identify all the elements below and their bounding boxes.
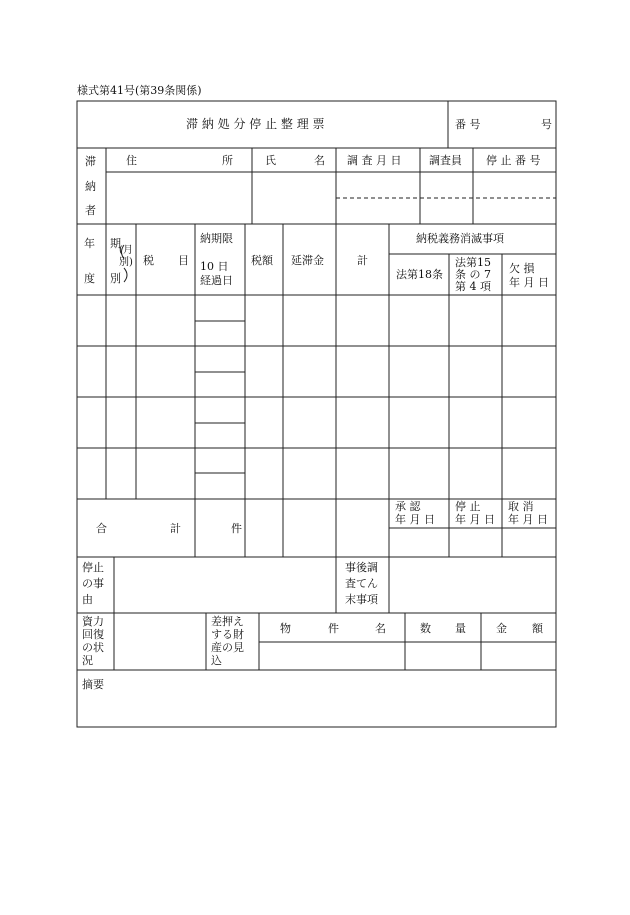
cancel-label-2: 年 月 日 (508, 513, 548, 526)
amount-1: 金 (496, 622, 507, 635)
totals-label-1: 合 (96, 522, 107, 535)
approval-label-2: 年 月 日 (395, 513, 435, 526)
stop-reason-1: 停止 (82, 561, 104, 574)
recovery-4: 況 (82, 654, 93, 667)
recovery-3: の状 (82, 641, 104, 654)
form-title: 滞 納 処 分 停 止 整 理 票 (186, 117, 325, 131)
recovery-2: 回復 (82, 628, 104, 641)
year-label-1: 年 (84, 237, 95, 250)
approval-label-1: 承 認 (395, 500, 421, 513)
surveyor-label: 調査員 (429, 154, 462, 167)
tax-item-label-1: 税 (143, 254, 154, 267)
survey-date-label: 調 査 月 日 (347, 154, 402, 167)
delinquent-char-3: 者 (85, 204, 96, 217)
quantity-2: 量 (455, 622, 466, 635)
total-label: 計 (357, 254, 368, 267)
number-label: 番 号 (455, 118, 481, 131)
tax-amount-label: 税額 (251, 254, 273, 267)
period-label-top: 期 (110, 237, 121, 250)
period-label-bottom: 別 (110, 272, 121, 285)
item-name-3: 名 (375, 622, 386, 635)
deficit-label-1: 欠 損 (509, 262, 535, 275)
deficit-label-2: 年 月 日 (509, 276, 549, 289)
count-label: 件 (231, 522, 242, 535)
recovery-1: 資力 (82, 615, 104, 628)
ten-days-label-1: 10 日 (200, 260, 229, 273)
deadline-label: 納期限 (200, 232, 233, 245)
followup-3: 末事項 (345, 593, 378, 606)
stop-reason-3: 由 (82, 593, 93, 606)
followup-1: 事後調 (345, 561, 378, 574)
art18-label: 法第18条 (396, 268, 443, 281)
year-label-2: 度 (84, 272, 95, 285)
stop-date-label-2: 年 月 日 (455, 513, 495, 526)
item-name-2: 件 (328, 622, 339, 635)
seized-1: 差押え (211, 615, 244, 628)
number-suffix: 号 (541, 118, 552, 131)
seized-2: する財 (211, 628, 244, 641)
art15-label-2: 条 の 7 (455, 268, 491, 281)
remarks-label: 摘要 (82, 678, 104, 691)
arrears-label: 延滞金 (291, 254, 324, 267)
delinquent-char-2: 納 (85, 180, 96, 193)
followup-2: 査てん (345, 577, 378, 590)
seized-3: 産の見 (211, 641, 244, 654)
ten-days-label-2: 経過日 (200, 274, 233, 287)
delinquent-char-1: 滞 (85, 155, 96, 168)
stop-reason-2: の事 (82, 577, 104, 590)
seized-4: 込 (211, 654, 222, 667)
totals-label-2: 計 (170, 522, 181, 535)
address-label-1: 住 (126, 154, 137, 167)
name-label-1: 氏 (265, 154, 276, 167)
cancel-label-1: 取 消 (508, 500, 534, 513)
tax-item-label-2: 目 (178, 254, 189, 267)
paren-close (124, 268, 127, 282)
art15-label-3: 第 4 項 (455, 280, 491, 293)
form-number: 様式第41号(第39条関係) (77, 84, 202, 97)
item-name-1: 物 (280, 622, 291, 635)
address-label-2: 所 (222, 154, 233, 167)
quantity-1: 数 (420, 622, 431, 635)
period-paren-label: (月別) (119, 245, 133, 268)
name-label-2: 名 (314, 154, 325, 167)
amount-2: 額 (532, 622, 543, 635)
stop-number-label: 停 止 番 号 (486, 154, 541, 167)
art15-label-1: 法第15 (455, 256, 491, 269)
extinction-label: 納税義務消滅事項 (416, 232, 504, 245)
stop-date-label-1: 停 止 (455, 500, 481, 513)
